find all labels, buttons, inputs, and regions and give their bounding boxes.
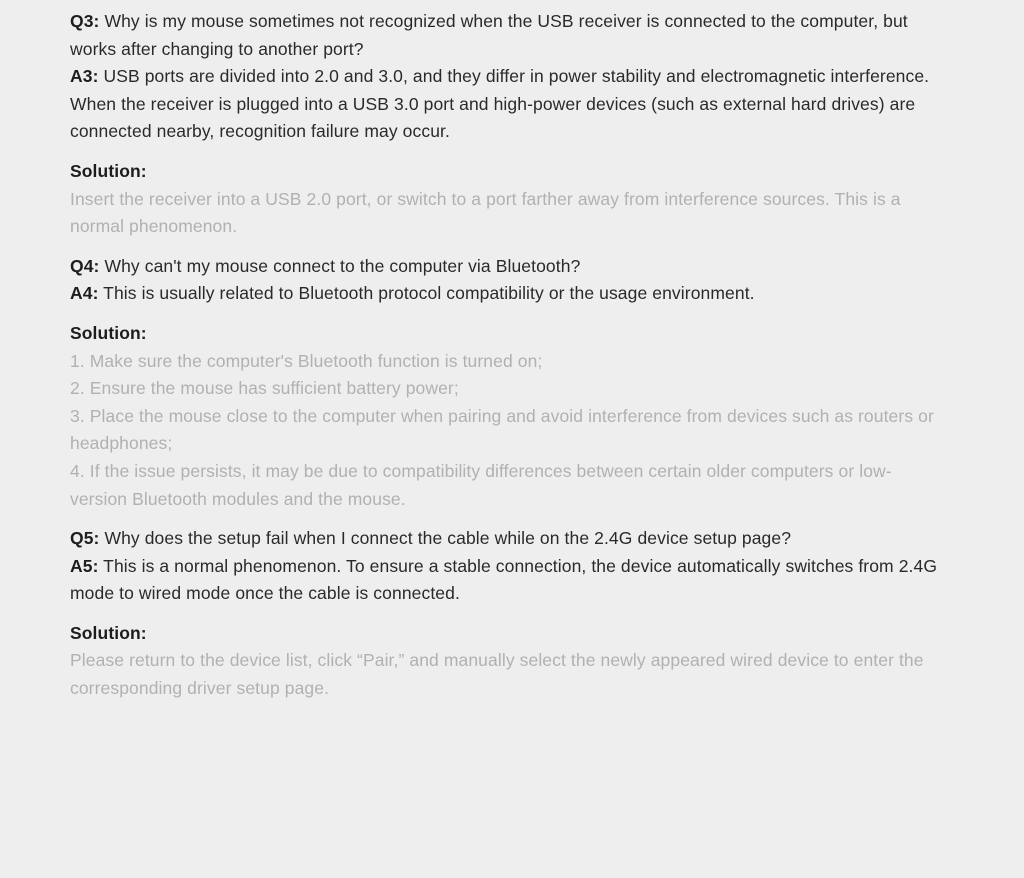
faq-q5-solution — [70, 620, 946, 703]
faq-q3-solution — [70, 158, 946, 241]
solution-paragraph: Please return to the device list, click “Pair,” and manually select the newly appeared wired device to enter the corresponding driver setup page. — [70, 650, 924, 699]
faq-item-q5 — [70, 525, 946, 608]
solution-step-4: 4. If the issue persists, it may be due to compatibility differences between certain older computers or low-version Bluetooth modules and the mouse. — [70, 460, 892, 509]
faq-q3-question — [70, 8, 946, 63]
solution-step-1: 1. Make sure the computer's Bluetooth function is turned on; — [70, 350, 543, 371]
faq-q3-answer — [70, 63, 946, 146]
faq-q5-question — [70, 525, 946, 553]
solution-step-2: 2. Ensure the mouse has sufficient battery power; — [70, 378, 459, 399]
question-text: Why is my mouse sometimes not recognized when the USB receiver is connected to the computer, but works after changing to another port? — [70, 11, 908, 59]
faq-q4-question — [70, 253, 946, 281]
answer-text: This is usually related to Bluetooth protocol compatibility or the usage environment. — [103, 283, 755, 304]
solution-heading: Solution: — [70, 622, 147, 643]
answer-label: A3: — [70, 66, 99, 87]
faq-item-q4 — [70, 253, 946, 308]
solution-paragraph: Insert the receiver into a USB 2.0 port, or switch to a port farther away from interference sources. This is a normal phenomenon. — [70, 188, 901, 237]
faq-q4-solution — [70, 320, 946, 513]
question-text: Why can't my mouse connect to the computer via Bluetooth? — [104, 255, 581, 276]
faq-item-q3 — [70, 8, 946, 146]
answer-label: A4: — [70, 283, 99, 304]
answer-text: This is a normal phenomenon. To ensure a stable connection, the device automatically switches from 2.4G mode to wired mode once the cable is connected. — [70, 555, 938, 604]
question-label: Q4: — [70, 255, 100, 276]
solution-heading: Solution: — [70, 322, 147, 343]
answer-label: A5: — [70, 555, 99, 576]
question-text: Why does the setup fail when I connect the cable while on the 2.4G device setup page? — [104, 528, 792, 549]
solution-step-3: 3. Place the mouse close to the computer when pairing and avoid interference from devices such as routers or headphones; — [70, 405, 934, 454]
question-label: Q5: — [70, 528, 100, 549]
answer-text: USB ports are divided into 2.0 and 3.0, and they differ in power stability and electromagnetic interference. When the receiver is plugged into a USB 3.0 port and high-power devices (such as external hard drives) are connected nearby, recognition failure may occur. — [70, 66, 930, 142]
solution-heading: Solution: — [70, 160, 147, 181]
faq-q4-answer — [70, 280, 946, 308]
faq-q5-answer — [70, 553, 946, 608]
question-label: Q3: — [70, 11, 100, 31]
